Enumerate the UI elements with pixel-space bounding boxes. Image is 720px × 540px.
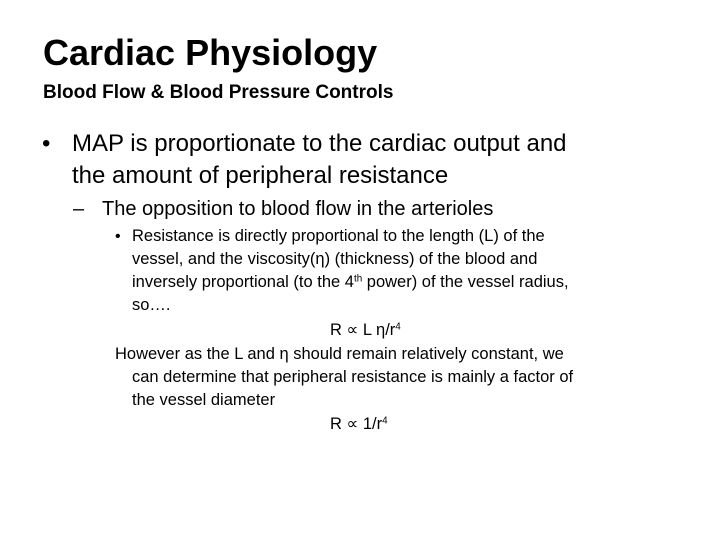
however-line: can determine that peripheral resistance is mainly a factor of — [132, 368, 574, 386]
formula-exponent: 4 — [395, 321, 401, 333]
level1-line: the amount of peripheral resistance — [72, 162, 449, 189]
level3-line: Resistance is directly proportional to the length (L) of the — [132, 227, 545, 245]
level3-text: power) of the vessel radius, — [362, 273, 569, 291]
resistance-formula-2 — [330, 413, 388, 436]
resistance-formula-1 — [330, 319, 401, 342]
level1-bullet-text — [72, 128, 692, 192]
however-continuation — [132, 366, 573, 412]
formula-text: R ∝ L η/r — [330, 321, 396, 339]
bullet-icon: • — [42, 130, 51, 157]
level3-line: so…. — [132, 296, 171, 314]
ordinal-superscript: th — [353, 273, 363, 285]
slide-subtitle: Blood Flow & Blood Pressure Controls — [43, 82, 394, 103]
however-line: the vessel diameter — [132, 391, 276, 409]
bullet-icon: • — [115, 228, 121, 245]
level1-line: MAP is proportionate to the cardiac output and — [72, 130, 567, 157]
dash-icon: – — [73, 198, 85, 220]
formula-text: R ∝ 1/r — [330, 415, 383, 433]
level3-bullet-text — [132, 225, 569, 317]
formula-exponent: 4 — [382, 415, 388, 427]
level3-line — [132, 271, 569, 294]
level2-bullet-text: The opposition to blood flow in the arterioles — [102, 198, 494, 220]
however-line: However as the L and η should remain relatively constant, we — [115, 345, 564, 363]
level3-line: vessel, and the viscosity(η) (thickness) of the blood and — [132, 250, 538, 268]
level3-text: inversely proportional (to the 4 — [132, 273, 354, 291]
slide-title: Cardiac Physiology — [43, 32, 378, 73]
